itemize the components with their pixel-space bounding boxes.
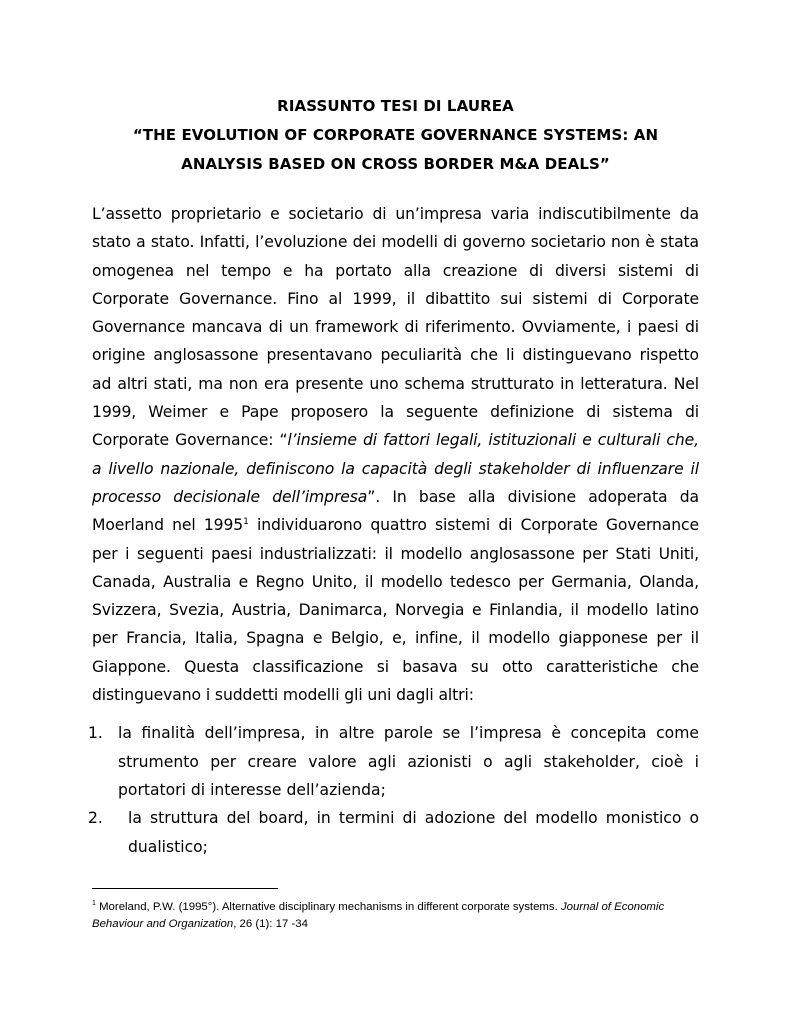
paragraph-part-1: L’assetto proprietario e societario di un’impresa varia indiscutibilmente da stato a stato. Infatti, l’evoluzione dei modelli di governo societario non è stata omogenea nel tempo e ha portato alla creazione di diversi sistemi di Corporate Governance. Fino al 1999, il dibattito sui sistemi di Corporate Governance mancava di un framework di riferimento. Ovviamente, i paesi di origine anglosassone presentavano peculiarità che li distinguevano rispetto ad altri stati, ma non era presente uno schema strutturato in letteratura. Nel 1999, Weimer e Pape proposero la seguente definizione di sistema di Corporate Governance: “ (92, 205, 699, 450)
title-line-1: RIASSUNTO TESI DI LAUREA (277, 97, 514, 115)
list-item-number: 1. (88, 724, 103, 743)
list-item-text: la struttura del board, in termini di adozione del modello monistico o dualistico; (128, 809, 699, 856)
footnote-marker: 1 (92, 900, 96, 908)
title-line-2: “THE EVOLUTION OF CORPORATE GOVERNANCE SYSTEMS: AN (132, 126, 659, 144)
footnote (92, 899, 712, 933)
footnote-reference: 1 (243, 517, 249, 528)
list-item-number: 2. (88, 809, 103, 828)
footnote-text: Moreland, P.W. (1995°). Alternative disciplinary mechanisms in different corporate systems. (95, 901, 561, 913)
footnote-separator (92, 888, 278, 889)
paragraph-part-3: individuarono quattro sistemi di Corporate Governance per i seguenti paesi industrializzati: il modello anglosassone per Stati Uniti, Canada, Australia e Regno Unito, il modello tedesco per Germania, Olanda, Svizzera, Svezia, Austria, Danimarca, Norvegia e Finlandia, il modello latino per Francia, Italia, Spagna e Belgio, e, infine, il modello giapponese per il Giappone. Questa classificazione si basava su otto caratteristiche che distinguevano i suddetti modelli gli uni dagli altri: (92, 516, 699, 705)
list-item (88, 719, 699, 804)
body-paragraph (92, 200, 699, 709)
list-item (88, 804, 699, 861)
paragraph-quote: l’insieme di fattori legali, istituzionali e culturali che, a livello nazionale, definiscono la capacità degli stakeholder di influenzare il processo decisionale dell’impresa (92, 431, 699, 506)
paragraph-part-2: ”. In base alla divisione adoperata da Moerland nel 1995 (92, 487, 699, 535)
characteristics-list (88, 719, 699, 860)
title-line-3: ANALYSIS BASED ON CROSS BORDER M&A DEALS” (181, 155, 610, 173)
footnote-details: , 26 (1): 17 -34 (233, 918, 308, 930)
body-text (88, 200, 699, 861)
list-item-text: la finalità dell’impresa, in altre parole se l’impresa è concepita come strumento per creare valore agli azionisti o agli stakeholder, cioè i portatori di interesse dell’azienda; (118, 724, 699, 799)
document-title (92, 92, 699, 179)
footnote-journal: Journal of Economic Behaviour and Organization (92, 901, 665, 930)
